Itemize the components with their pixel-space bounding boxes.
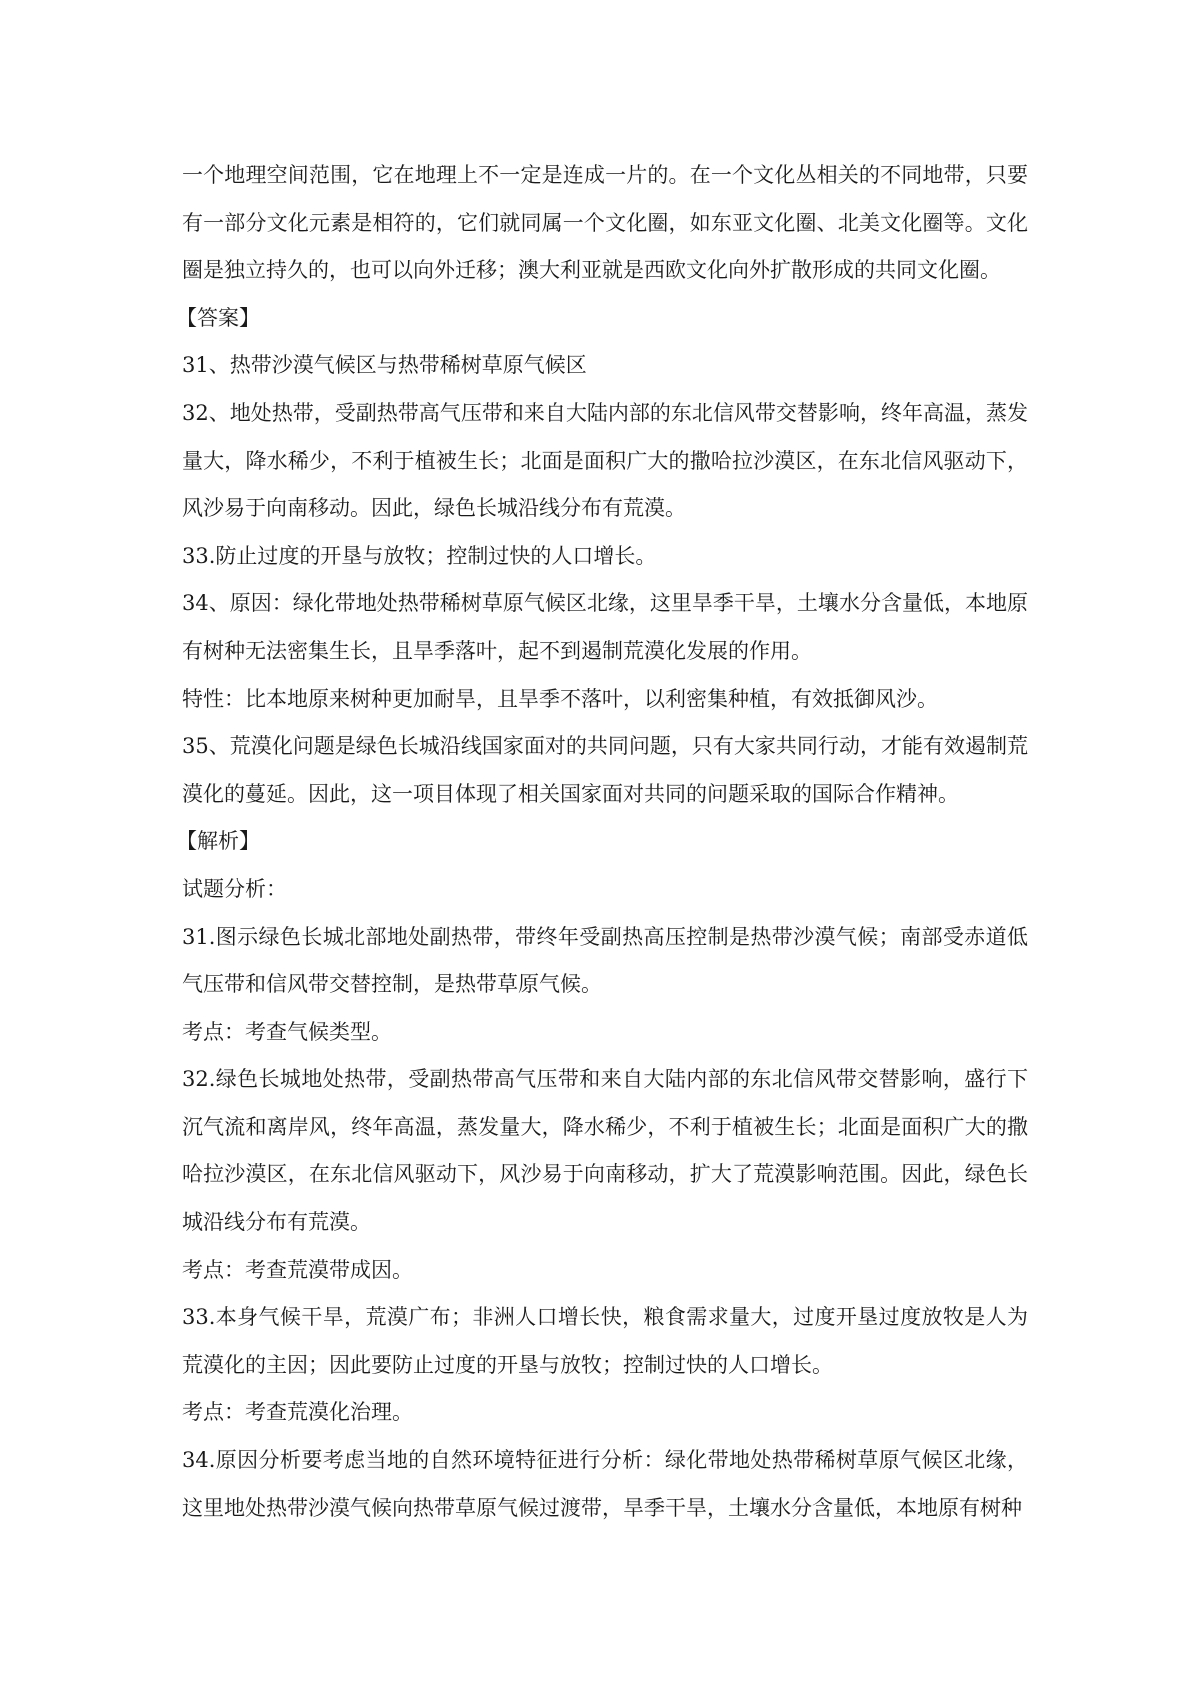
analysis-heading: 【解析】 — [176, 829, 260, 854]
analysis-33: 33.本身气候干旱，荒漠广布；非洲人口增长快，粮食需求量大，过度开垦过度放牧是人为荒漠化的主因；因此要防止过度的开垦与放牧；控制过快的人口增长。 — [182, 1305, 1028, 1377]
analysis-31: 31.图示绿色长城北部地处副热带，带终年受副热高压控制是热带沙漠气候；南部受赤道低气压带和信风带交替控制，是热带草原气候。 — [182, 924, 1028, 997]
analysis-33-point: 考点：考查荒漠化治理。 — [182, 1400, 413, 1425]
answer-33: 33.防止过度的开垦与放牧；控制过快的人口增长。 — [182, 543, 657, 568]
analysis-intro: 试题分析： — [182, 876, 287, 901]
document-body — [176, 152, 1028, 1532]
answer-31: 31、热带沙漠气候区与热带稀树草原气候区 — [182, 353, 587, 378]
answer-34-reason: 34、原因：绿化带地处热带稀树草原气候区北缘，这里旱季干旱，土壤水分含量低，本地原有树种无法密集生长，且旱季落叶，起不到遏制荒漠化发展的作用。 — [182, 591, 1028, 663]
answer-34-feature: 特性：比本地原来树种更加耐旱，且旱季不落叶，以利密集种植，有效抵御风沙。 — [182, 686, 938, 711]
analysis-34: 34.原因分析要考虑当地的自然环境特征进行分析：绿化带地处热带稀树草原气候区北缘，这里地处热带沙漠气候向热带草原气候过渡带，旱季干旱，土壤水分含量低，本地原有树种 — [182, 1448, 1028, 1520]
analysis-31-point: 考点：考查气候类型。 — [182, 1019, 392, 1044]
answer-32: 32、地处热带，受副热带高气压带和来自大陆内部的东北信风带交替影响，终年高温，蒸发量大，降水稀少，不利于植被生长；北面是面积广大的撒哈拉沙漠区，在东北信风驱动下，风沙易于向南移动。因此，绿色长城沿线分布有荒漠。 — [182, 400, 1028, 521]
paragraph-culture-circle: 一个地理空间范围，它在地理上不一定是连成一片的。在一个文化丛相关的不同地带，只要有一部分文化元素是相符的，它们就同属一个文化圈，如东亚文化圈、北美文化圈等。文化圈是独立持久的，也可以向外迁移；澳大利亚就是西欧文化向外扩散形成的共同文化圈。 — [182, 163, 1028, 283]
analysis-32-point: 考点：考查荒漠带成因。 — [182, 1257, 413, 1282]
analysis-32: 32.绿色长城地处热带，受副热带高气压带和来自大陆内部的东北信风带交替影响，盛行下沉气流和离岸风，终年高温，蒸发量大，降水稀少，不利于植被生长；北面是面积广大的撒哈拉沙漠区，在东北信风驱动下，风沙易于向南移动，扩大了荒漠影响范围。因此，绿色长城沿线分布有荒漠。 — [182, 1067, 1028, 1235]
answer-35: 35、荒漠化问题是绿色长城沿线国家面对的共同问题，只有大家共同行动，才能有效遏制荒漠化的蔓延。因此，这一项目体现了相关国家面对共同的问题采取的国际合作精神。 — [182, 734, 1028, 806]
answer-heading: 【答案】 — [176, 305, 260, 330]
